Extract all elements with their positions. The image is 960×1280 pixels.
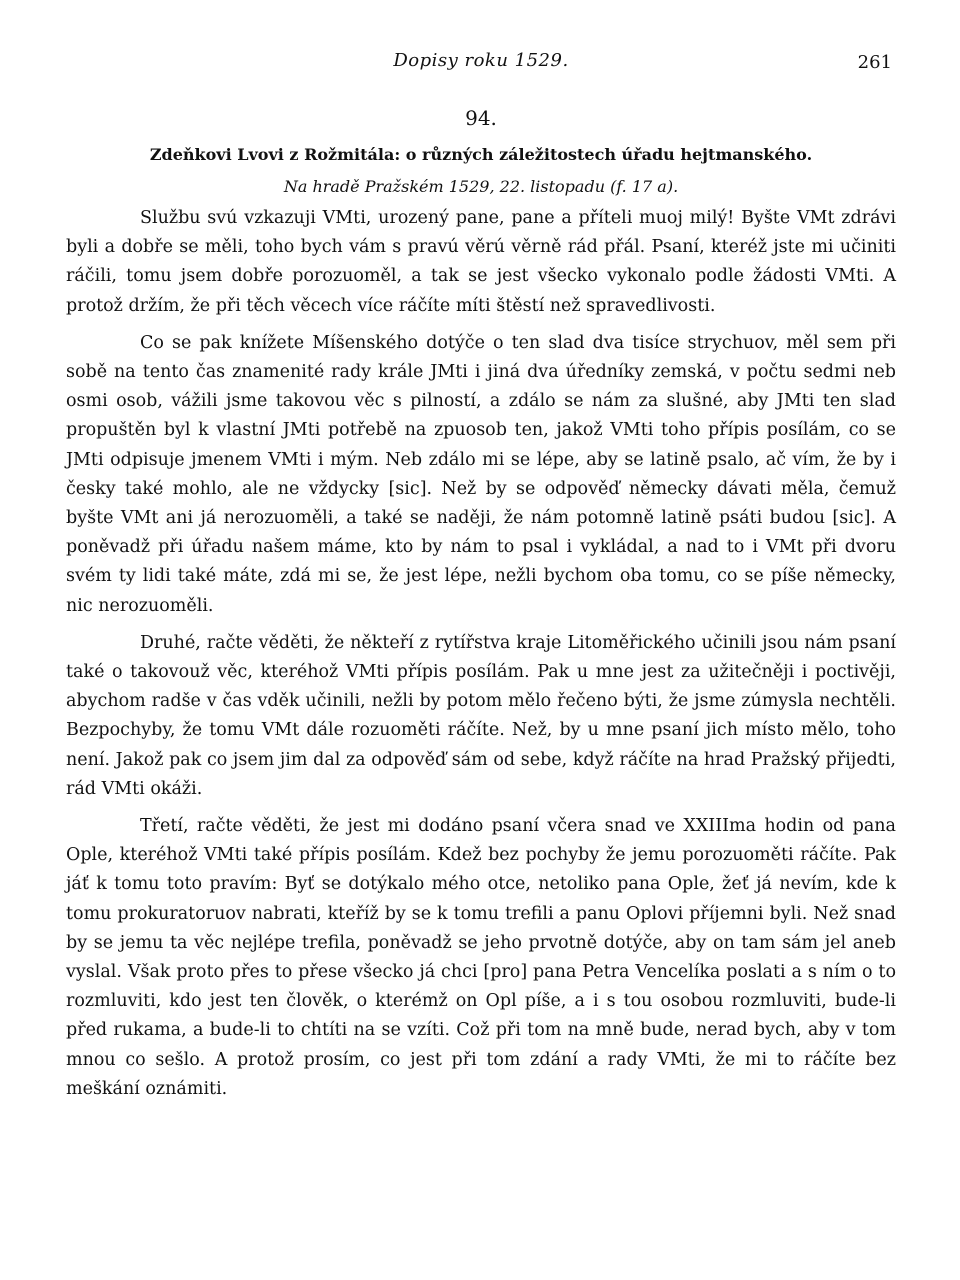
letter-body <box>66 204 896 1104</box>
paragraph: Druhé, račte věděti, že někteří z rytířstva kraje Litoměřického učinili jsou nám psaní také o takovouž věc, kteréhož VMti přípis posílám. Pak u mne jest za užitečněji i poctivěji, abychom radše v čas vděk učinili, nežli by potom mělo řečeno býti, že jsme zúmysla nechtěli. Bezpochyby, že tomu VMt dále rozuoměti ráčíte. Než, by u mne psaní jich místo mělo, toho není. Jakož pak co jsem jim dal za odpověď sám od sebe, když ráčíte na hrad Pražský přijedti, rád VMti okáži. <box>66 632 896 799</box>
paragraph: Třetí, račte věděti, že jest mi dodáno psaní včera snad ve XXIIIma hodin od pana Ople, kteréhož VMti také přípis posílám. Kdež bez pochyby že jemu porozuoměti ráčíte. Pak jáť k tomu toto pravím: Byť se dotýkalo mého otce, netoliko pana Ople, žeť já nevím, kde k tomu prokuratoruov nabrati, kteříž by se k tomu trefili a panu Oplovi příjemni byli. Než snad by se jemu ta věc nejlépe trefila, poněvadž se jeho prvotně dotýče, aby on tam sám jel aneb vyslal. Však proto přes to přese všecko já chci [pro] pana Petra Vencelíka poslati a s ním o to rozmluviti, kdo jest ten člověk, o kterémž on Opl píše, a i s tou osobou rozmluviti, bude-li před rukama, a bude-li to chtíti na se vzíti. Což při tom na mně bude, nerad bych, aby v tom mnou co sešlo. A protož prosím, co jest při tom zdání a rady VMti, že mi to ráčíte bez meškání oznámiti. <box>66 816 896 1099</box>
running-title: Dopisy roku 1529. <box>393 50 569 71</box>
document-number: 94. <box>465 106 497 130</box>
document-dateline: Na hradě Pražském 1529, 22. listopadu (f. 17 a). <box>283 177 679 196</box>
running-header <box>66 44 896 84</box>
book-page <box>66 44 896 1104</box>
paragraph: Službu svú vzkazuji VMti, urozený pane, pane a příteli muoj milý! Byšte VMt zdrávi byli a dobře se měli, toho bych vám s pravú věrú věrně rád přál. Psaní, kteréž jste mi učiniti ráčili, tomu jsem dobře porozuoměl, a tak se jest všecko vykonalo podle žádosti VMti. A protož držím, že při těch věcech více ráčíte míti štěstí než spravedlivosti. <box>66 208 896 316</box>
paragraph: Co se pak knížete Míšenského dotýče o ten slad dva tisíce strychuov, měl sem při sobě na tento čas znamenité rady krále JMti i jiná dva úředníky zemská, v počtu sedmi neb osmi osob, vážili jsme takovou věc s pilností, a zdálo se nám za slušné, aby JMti ten slad propuštěn byl k vlastní JMti potřebě na zpuosob ten, jakož VMti toho přípis posílám, co se JMti odpisuje jmenem VMti i mým. Neb zdálo mi se lépe, aby se latině psalo, ač vím, že by i česky také mohlo, ale ne vždycky [sic]. Než by se odpověď německy dávati měla, čemuž byšte VMt ani já nerozuoměli, a také se naději, že nám potomně latině psáti budou [sic]. A poněvadž při úřadu našem máme, kto by nám to psal i vykládal, a nad to i VMt při dvoru svém ty lidi také máte, zdá mi se, že jest lépe, nežli bychom oba tomu, co se píše německy, nic nerozuoměli. <box>66 332 896 616</box>
page-number: 261 <box>857 52 892 73</box>
document-heading: Zdeňkovi Lvovi z Rožmitála: o různých záležitostech úřadu hejtmanského. <box>149 145 813 164</box>
